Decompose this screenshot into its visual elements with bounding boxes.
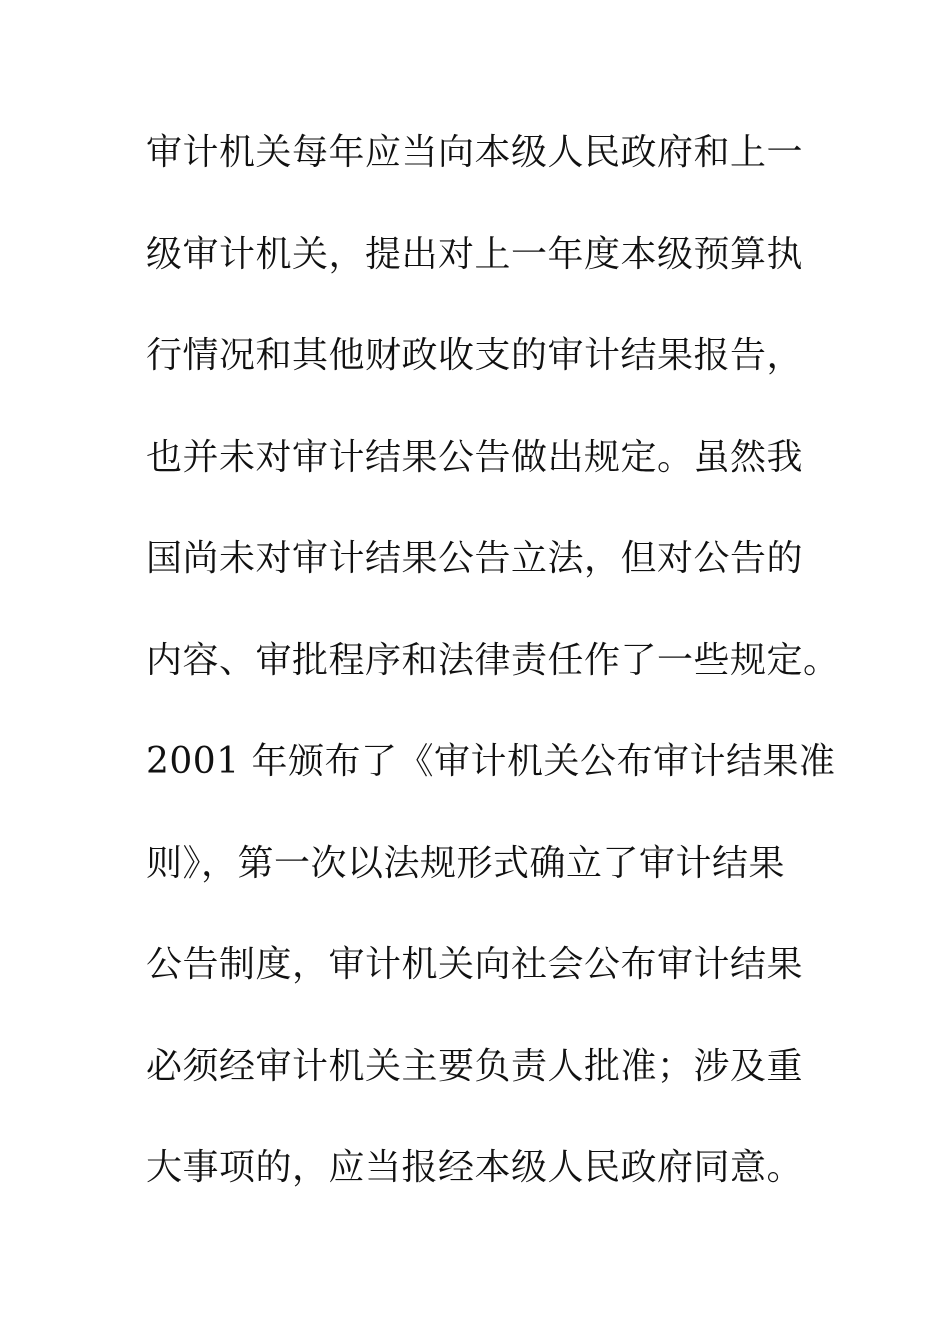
text-line: 级审计机关，提出对上一年度本级预算执 (146, 233, 804, 275)
text-line: 内容、审批程序和法律责任作了一些规定。 (146, 639, 840, 681)
text-line: 必须经审计机关主要负责人批准；涉及重 (146, 1045, 804, 1087)
text-line: 审计机关每年应当向本级人民政府和上一 (146, 132, 804, 173)
text-line: 2001 年颁布了《审计机关公布审计结果准 (146, 741, 836, 782)
text-line: 大事项的，应当报经本级人民政府同意。 (146, 1147, 804, 1188)
text-line: 行情况和其他财政收支的审计结果报告， (146, 335, 804, 376)
text-line: 公告制度，审计机关向社会公布审计结果 (146, 944, 804, 985)
text-line: 国尚未对审计结果公告立法，但对公告的 (146, 538, 804, 579)
text-line: 也并未对审计结果公告做出规定。虽然我 (146, 436, 804, 478)
text-line: 则》，第一次以法规形式确立了审计结果 (146, 842, 786, 884)
body-paragraph (146, 127, 840, 1244)
